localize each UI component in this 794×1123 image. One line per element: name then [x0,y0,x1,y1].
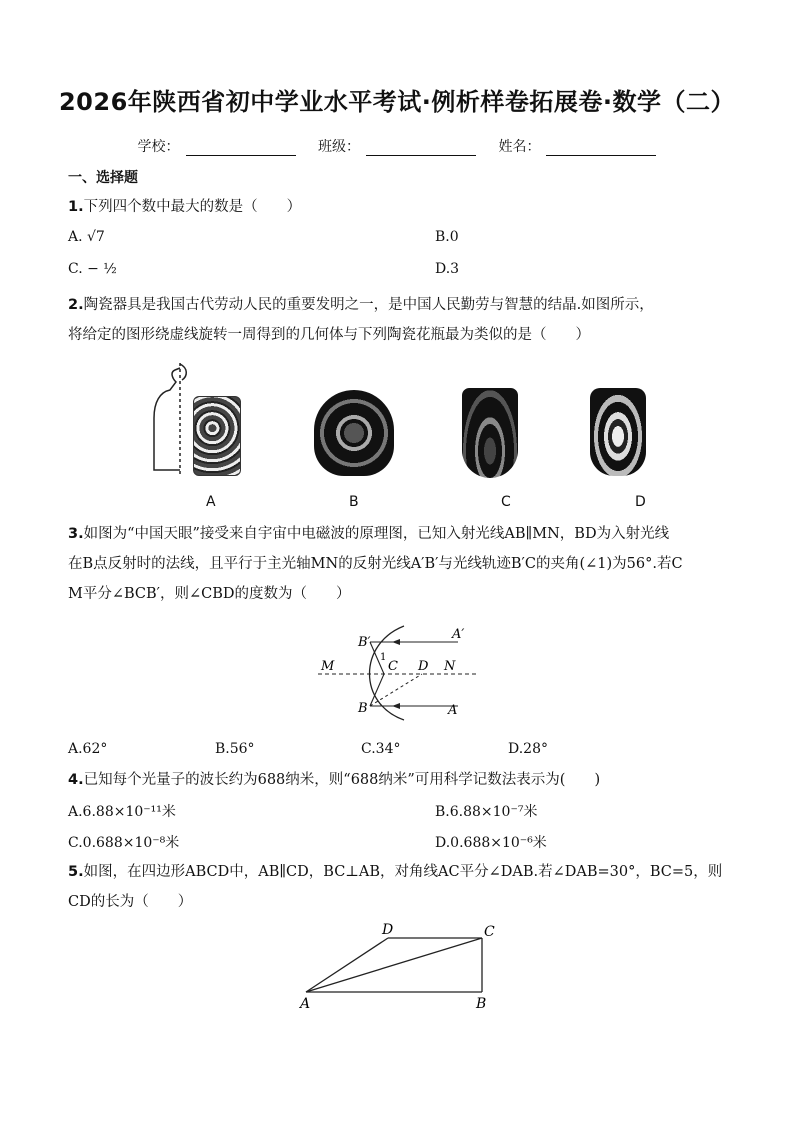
figure-label-b[interactable]: B [349,494,359,510]
question-1 [68,192,728,222]
option-a[interactable]: A. √7 [68,229,105,245]
class-blank[interactable] [366,141,476,156]
question-line: M平分∠BCB′，则∠CBD的度数为（ ） [68,586,351,602]
figure-label-d[interactable]: D [635,494,646,510]
option-b[interactable]: B.6.88×10⁻⁷米 [435,804,538,820]
name-blank[interactable] [546,141,656,156]
question-line: 将给定的图形绕虚线旋转一周得到的几何体与下列陶瓷花瓶最为类似的是（ ） [68,327,590,343]
label-m: M [321,659,335,674]
label-n: N [444,659,456,674]
school-label: 学校： [137,139,180,155]
side-ad [306,938,388,992]
question-line: 在B点反射时的法线，且平行于主光轴MN的反射光线A′B′与光线轨迹B′C的夹角(∠1)为56°.若C [68,556,683,572]
question-line: 如图，在四边形ABCD中，AB∥CD，BC⊥AB，对角线AC平分∠DAB.若∠DAB=30°，BC=5，则 [83,864,723,880]
label-d: D [418,659,429,674]
arrow-a [392,703,400,709]
option-b[interactable]: B.0 [435,229,459,245]
option-d[interactable]: D.28° [508,741,548,757]
question-stem: 下列四个数中最大的数是（ ） [83,199,302,215]
label-angle-1: 1 [380,652,387,663]
question-stem: 已知每个光量子的波长约为688纳米，则“688纳米”可用科学记数法表示为( ) [83,772,601,788]
label-b-prime: B′ [358,635,371,650]
option-c[interactable]: C. − ½ [68,261,117,277]
question-2 [68,290,728,350]
question-line: 陶瓷器具是我国古代劳动人民的重要发明之一，是中国人民勤劳与智慧的结晶.如图所示， [83,297,654,313]
telescope-diagram [318,622,488,722]
vase-d-image [590,388,646,476]
question-number: 5. [68,864,84,880]
rotation-shape-figure [140,358,200,478]
option-c[interactable]: C.0.688×10⁻⁸米 [68,835,180,851]
option-c[interactable]: C.34° [361,741,401,757]
question-line: 如图为“中国天眼”接受来自宇宙中电磁波的原理图，已知入射光线AB∥MN，BD为入射光线 [83,526,670,542]
question-4 [68,765,728,795]
quadrilateral-diagram [292,918,504,1014]
section-heading: 一、选择题 [68,170,138,186]
option-a[interactable]: A.62° [68,741,108,757]
label-b: B [358,701,368,716]
question-number: 4. [68,772,84,788]
label-a: A [300,996,311,1012]
question-line: CD的长为（ ） [68,894,193,910]
diagonal-ac [306,938,482,992]
label-a: A [448,703,458,718]
school-blank[interactable] [186,141,296,156]
label-d: D [382,922,394,938]
student-info-row [0,136,794,156]
figure-label-a[interactable]: A [206,494,216,510]
figure-label-c[interactable]: C [501,494,511,510]
arrow-a-prime [392,639,400,645]
label-c: C [388,659,398,674]
option-d[interactable]: D.3 [435,261,460,277]
vase-c-image [462,388,518,478]
vase-a-image [193,396,241,476]
question-number: 3. [68,526,84,542]
page-title: 2026年陕西省初中学业水平考试·例析样卷拓展卷·数学（二） [58,88,736,116]
vase-b-image [314,390,394,476]
class-label: 班级： [318,139,360,155]
question-3 [68,519,728,609]
label-c: C [484,924,495,940]
label-b: B [476,996,487,1012]
question-number: 1. [68,199,84,215]
option-a[interactable]: A.6.88×10⁻¹¹米 [68,804,176,820]
name-label: 姓名： [498,139,541,155]
question-number: 2. [68,297,84,313]
label-a-prime: A′ [452,627,465,642]
option-d[interactable]: D.0.688×10⁻⁶米 [435,835,547,851]
option-b[interactable]: B.56° [215,741,255,757]
question-5 [68,857,728,917]
